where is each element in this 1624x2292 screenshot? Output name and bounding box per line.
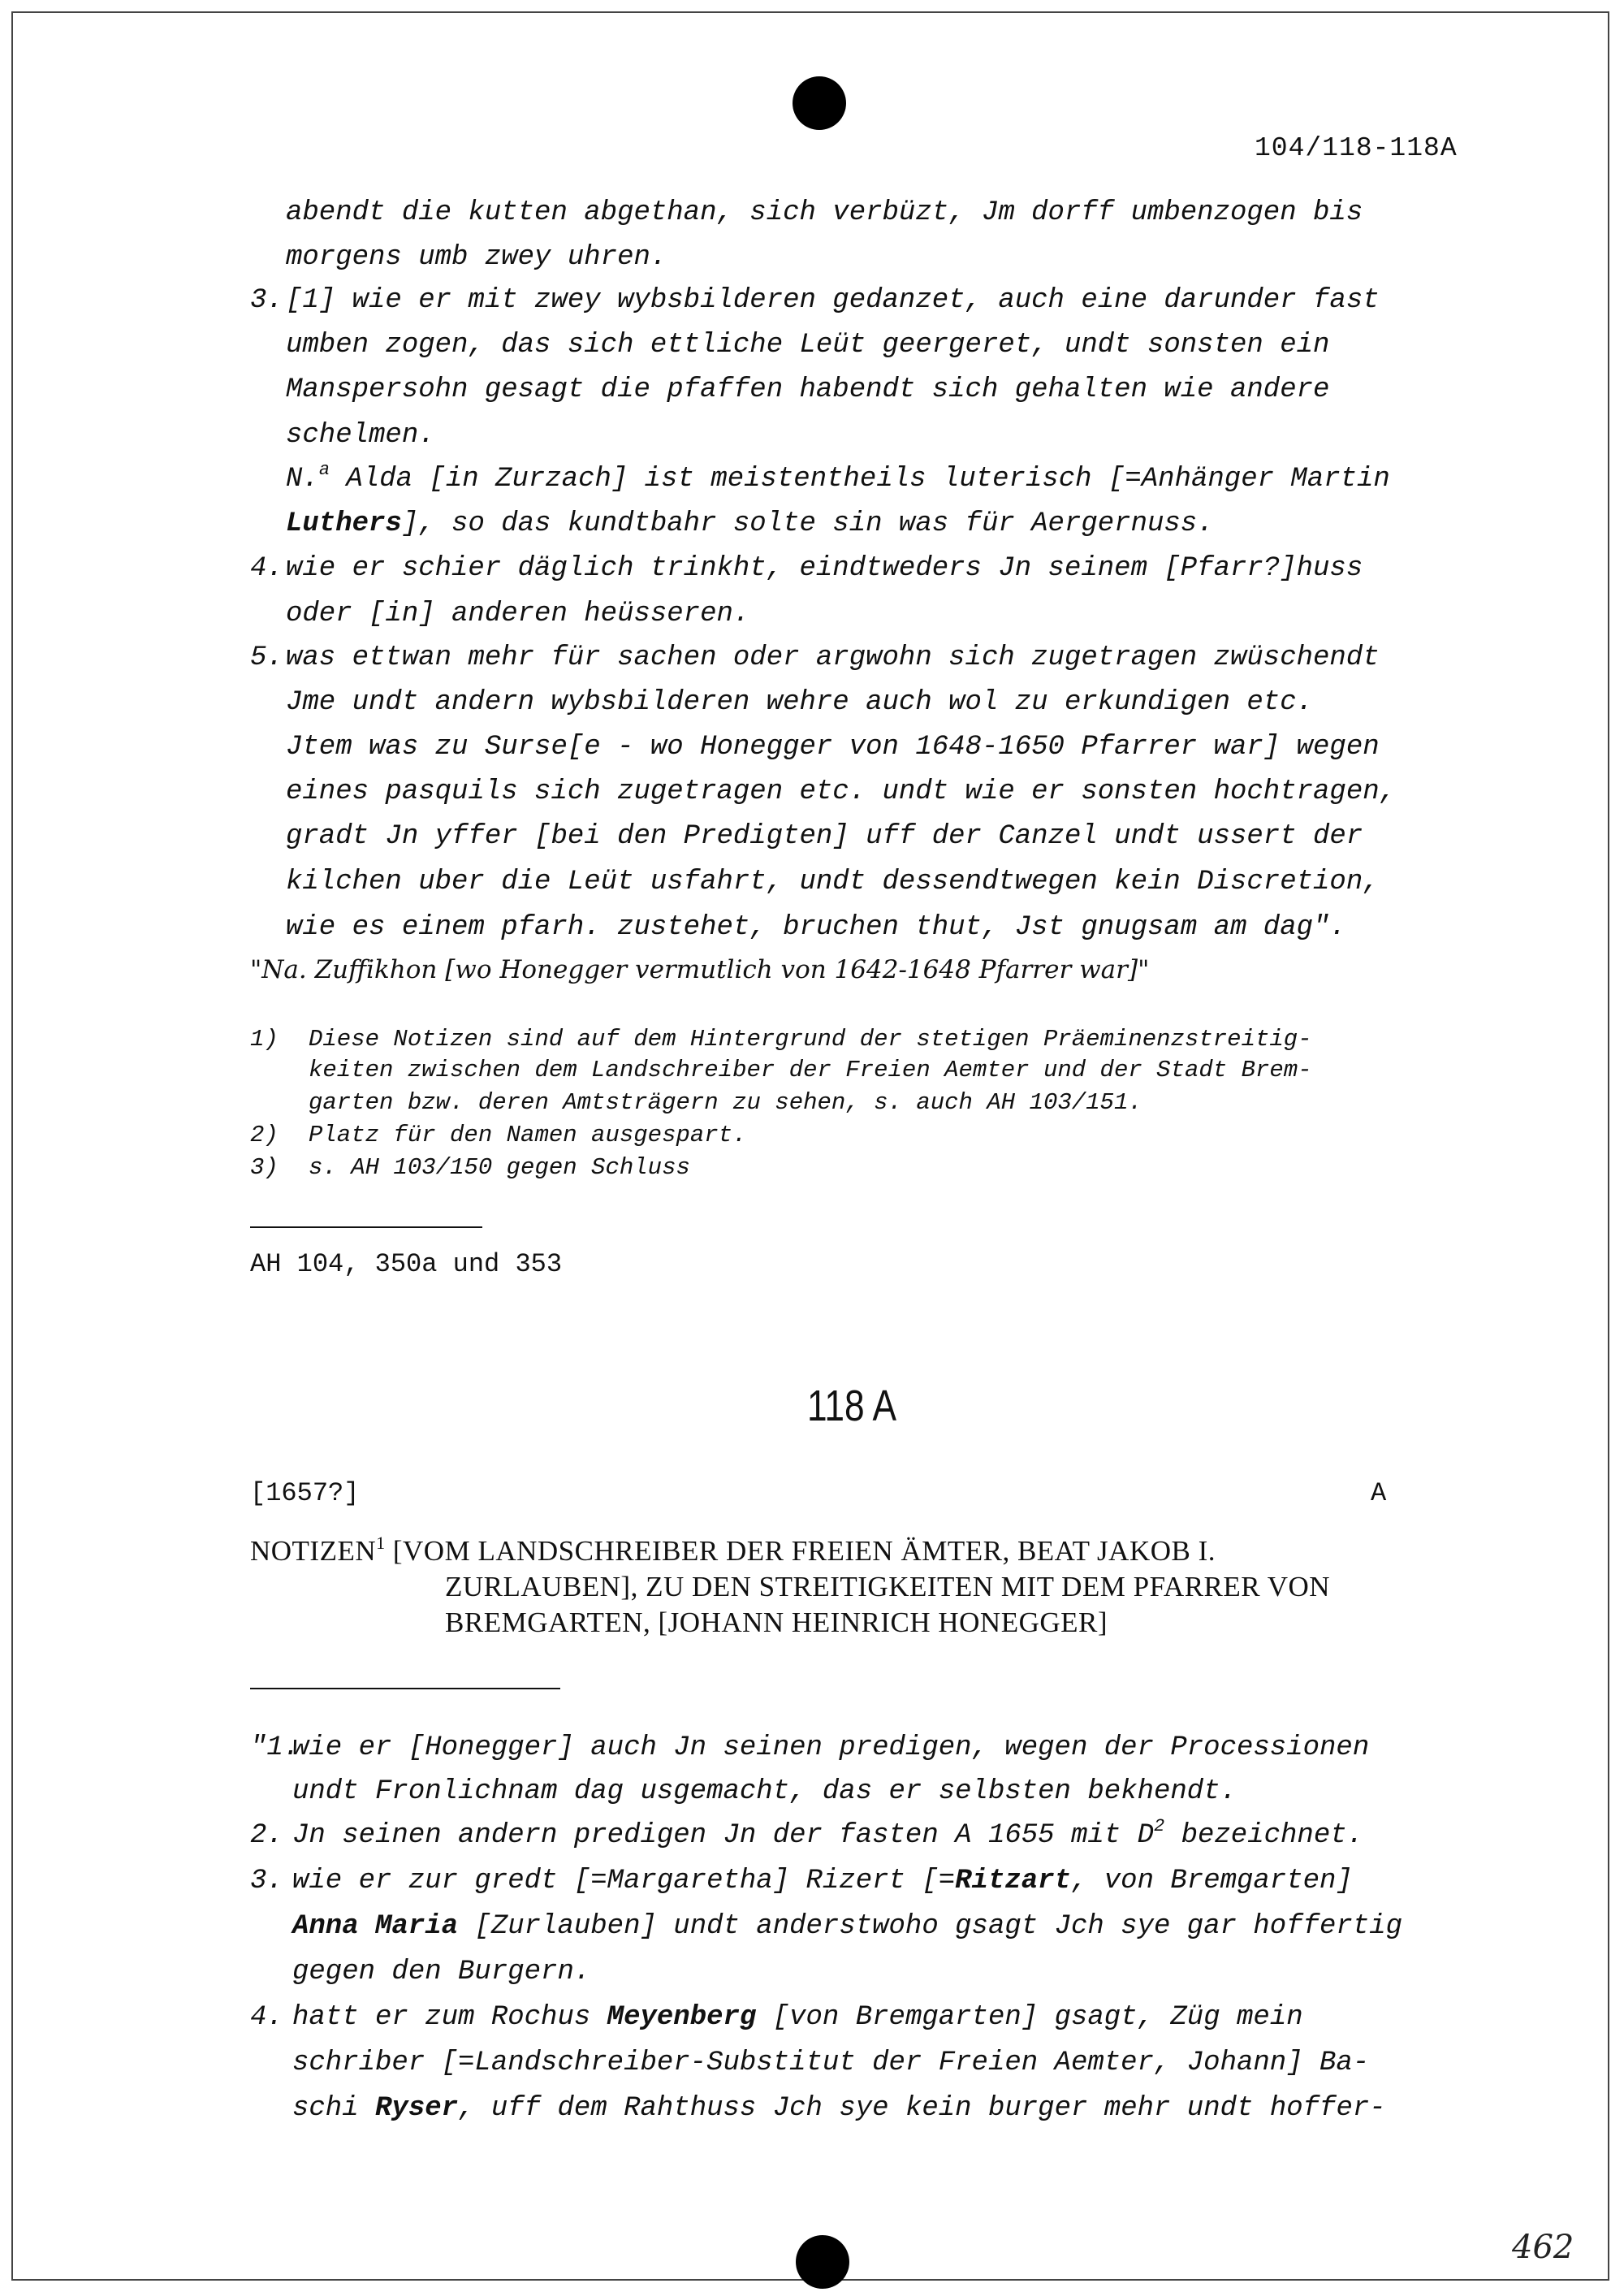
divider-bottom bbox=[250, 1688, 560, 1689]
item-4-line-1: wie er schier däglich trinkht, eindtweders Jn seinem [Pfarr?]huss bbox=[286, 553, 1363, 584]
b-item-3-text-b: , von Bremgarten] bbox=[1070, 1866, 1353, 1896]
b-item-4-text-a: hatt er zum Rochus bbox=[292, 2002, 607, 2033]
note-prefix: N. bbox=[286, 464, 319, 495]
intro-line-2: morgens umb zwey uhren. bbox=[286, 242, 667, 273]
b-item-2-text-a: Jn seinen andern predigen Jn der fasten A 1655 mit D bbox=[292, 1820, 1154, 1851]
item-3-line-4: schelmen. bbox=[286, 420, 435, 451]
b-item-2-number: 2. bbox=[250, 1820, 283, 1851]
b-item-4-number: 4. bbox=[250, 2002, 283, 2033]
b-item-4-line-3 bbox=[292, 2092, 1386, 2125]
item-5-number: 5. bbox=[250, 642, 283, 673]
document-class: A bbox=[1371, 1478, 1387, 1508]
item-5-line-5: gradt Jn yffer [bei den Predigten] uff der Canzel undt ussert der bbox=[286, 821, 1363, 852]
punch-hole-bottom bbox=[796, 2235, 849, 2289]
b-item-3-line-3: gegen den Burgern. bbox=[292, 1957, 591, 1987]
footnote-3-number: 3) bbox=[250, 1154, 279, 1181]
footnote-1-line-3: garten bzw. deren Amtsträgern zu sehen, s. auch AH 103/151. bbox=[309, 1089, 1142, 1116]
item-3-line-1: [1] wie er mit zwey wybsbilderen gedanzet, auch eine darunder fast bbox=[286, 285, 1380, 316]
footnote-1-number: 1) bbox=[250, 1026, 279, 1053]
item-5-line-4: eines pasquils sich zugetragen etc. undt wie er sonsten hochtragen, bbox=[286, 776, 1397, 807]
b-item-4-text-d: , uff dem Rahthuss Jch sye kein burger mehr undt hoffer- bbox=[458, 2093, 1386, 2124]
b-item-2-sup: 2 bbox=[1153, 1816, 1165, 1836]
item-5-line-3: Jtem was zu Surse[e - wo Honegger von 1648-1650 Pfarrer war] wegen bbox=[286, 732, 1380, 763]
handwritten-note: "Na. Zuffikhon [wo Honegger vermutlich von 1642-1648 Pfarrer war]" bbox=[250, 955, 1150, 984]
b-item-1-line-2: undt Fronlichnam dag usgemacht, das er selbsten bekhendt. bbox=[292, 1776, 1237, 1807]
footnote-2-text: Platz für den Namen ausgespart. bbox=[309, 1122, 747, 1148]
footnote-2-number: 2) bbox=[250, 1122, 279, 1148]
b-item-4-text-c: schi bbox=[292, 2093, 376, 2124]
footnote-1-line-2: keiten zwischen dem Landschreiber der Freien Aemter und der Stadt Brem- bbox=[309, 1057, 1312, 1083]
b-item-3-bold: Ritzart bbox=[955, 1866, 1071, 1896]
item-4-number: 4. bbox=[250, 553, 283, 584]
document-date: [1657?] bbox=[250, 1478, 360, 1508]
item-5-line-7: wie es einem pfarh. zustehet, bruchen thut, Jst gnugsam am dag". bbox=[286, 912, 1346, 943]
b-item-1-line-1: wie er [Honegger] auch Jn seinen predigen, wegen der Processionen bbox=[292, 1732, 1370, 1763]
note-alda-line-1 bbox=[286, 460, 1390, 495]
b-item-4-text-b: [von Bremgarten] gsagt, Züg mein bbox=[756, 2002, 1303, 2033]
note-superscript: a bbox=[318, 460, 330, 480]
item-3-line-3: Manspersohn gesagt die pfaffen habendt sich gehalten wie andere bbox=[286, 374, 1330, 405]
title-line-3: BREMGARTEN, [JOHANN HEINRICH HONEGGER] bbox=[445, 1607, 1108, 1638]
item-3-line-2: umben zogen, das sich ettliche Leüt geergeret, undt sonsten ein bbox=[286, 330, 1330, 361]
note-bold-word: Luthers bbox=[286, 508, 402, 539]
title-word: NOTIZEN bbox=[250, 1535, 377, 1567]
b-item-4-line-1 bbox=[292, 2001, 1303, 2034]
b-item-3-line-2 bbox=[292, 1910, 1402, 1943]
item-5-line-1: was ettwan mehr für sachen oder argwohn sich zugetragen zwüschendt bbox=[286, 642, 1380, 673]
b-item-1-number: "1. bbox=[250, 1732, 300, 1763]
note-text: Alda [in Zurzach] ist meistentheils luterisch [=Anhänger Martin bbox=[330, 464, 1390, 495]
b-item-3-text-c: [Zurlauben] undt anderstwoho gsagt Jch sye gar hoffertig bbox=[458, 1911, 1403, 1942]
divider-top bbox=[250, 1226, 482, 1228]
item-4-line-2: oder [in] anderen heüsseren. bbox=[286, 599, 750, 629]
document-reference: 104/118-118A bbox=[1255, 133, 1458, 163]
note-alda-line-2 bbox=[286, 508, 1214, 540]
item-3-number: 3. bbox=[250, 285, 283, 316]
b-item-2-line bbox=[292, 1816, 1364, 1852]
item-5-line-6: kilchen uber die Leüt usfahrt, undt dessendtwegen kein Discretion, bbox=[286, 867, 1380, 897]
title-line-2: ZURLAUBEN], ZU DEN STREITIGKEITEN MIT DEM PFARRER VON bbox=[445, 1571, 1331, 1602]
b-item-4-line-2: schriber [=Landschreiber-Substitut der Freien Aemter, Johann] Ba- bbox=[292, 2048, 1370, 2078]
b-item-3-line-1 bbox=[292, 1865, 1353, 1897]
archive-source: AH 104, 350a und 353 bbox=[250, 1249, 563, 1279]
intro-line-1: abendt die kutten abgethan, sich verbüzt, Jm dorff umbenzogen bis bbox=[286, 197, 1363, 228]
b-item-3-text-a: wie er zur gredt [=Margaretha] Rizert [= bbox=[292, 1866, 956, 1896]
handwritten-page-number: 462 bbox=[1512, 2229, 1574, 2266]
title-line-1 bbox=[250, 1535, 1216, 1568]
title-text-1: [VOM LANDSCHREIBER DER FREIEN ÄMTER, BEAT JAKOB I. bbox=[385, 1535, 1216, 1567]
item-5-line-2: Jme undt andern wybsbilderen wehre auch wol zu erkundigen etc. bbox=[286, 687, 1314, 718]
b-item-3-number: 3. bbox=[250, 1866, 283, 1896]
punch-hole-top bbox=[793, 76, 846, 130]
b-item-4-bold-2: Ryser bbox=[375, 2093, 459, 2124]
b-item-3-bold-2: Anna Maria bbox=[292, 1911, 459, 1942]
footnote-1-line-1: Diese Notizen sind auf dem Hintergrund der stetigen Präeminenzstreitig- bbox=[309, 1026, 1312, 1053]
b-item-4-bold: Meyenberg bbox=[607, 2002, 757, 2033]
footnote-3-text: s. AH 103/150 gegen Schluss bbox=[309, 1154, 690, 1181]
b-item-2-text-b: bezeichnet. bbox=[1164, 1820, 1364, 1851]
title-footnote-mark: 1 bbox=[376, 1533, 386, 1553]
document-number: 118 A bbox=[807, 1382, 896, 1430]
note-text-2: ], so das kundtbahr solte sin was für Aergernuss. bbox=[401, 508, 1214, 539]
